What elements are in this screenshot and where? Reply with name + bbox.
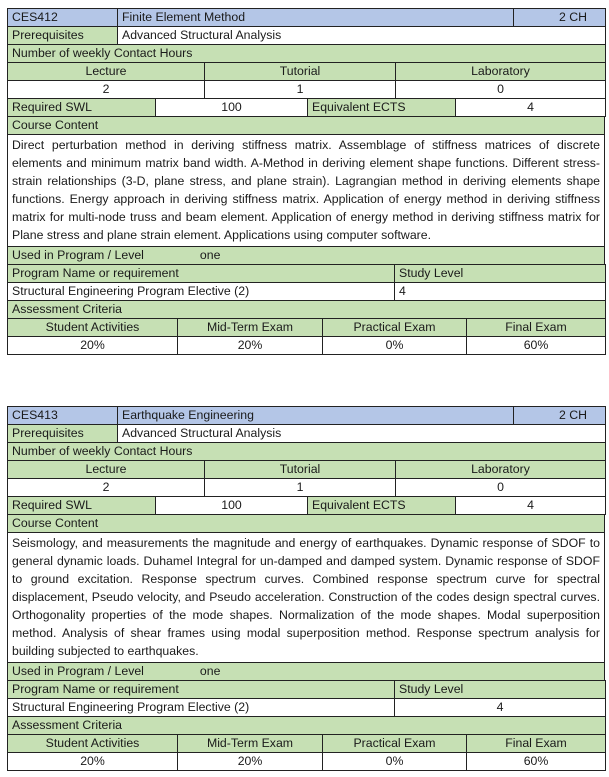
course-code: CES413: [8, 407, 118, 425]
used-in-program-level: one: [199, 248, 221, 262]
tutorial-label: Tutorial: [205, 461, 396, 479]
course-card-ces412: [7, 8, 605, 355]
used-in-program-level: one: [199, 664, 221, 678]
used-in-program-label: Used in Program / Level: [12, 664, 144, 678]
lecture-label: Lecture: [8, 63, 205, 81]
required-swl-value: 100: [156, 497, 308, 515]
required-swl-label: Required SWL: [8, 497, 156, 515]
tutorial-label: Tutorial: [205, 63, 396, 81]
contact-hours-table: [7, 460, 606, 497]
required-swl-label: Required SWL: [8, 99, 156, 117]
course-code: CES412: [8, 9, 118, 27]
final-exam-value: 60%: [467, 337, 606, 355]
program-name-label: Program Name or requirement: [8, 681, 395, 699]
midterm-exam-label: Mid-Term Exam: [178, 319, 323, 337]
course-title: Earthquake Engineering: [118, 407, 514, 425]
assessment-table: [7, 318, 606, 355]
laboratory-value: 0: [396, 81, 606, 99]
used-in-program-row: [8, 663, 605, 681]
content-table: [7, 514, 605, 681]
laboratory-label: Laboratory: [396, 461, 606, 479]
workload-table: [7, 496, 606, 515]
course-title: Finite Element Method: [118, 9, 514, 27]
used-in-program-label: Used in Program / Level: [12, 248, 144, 262]
lecture-value: 2: [8, 81, 205, 99]
required-swl-value: 100: [156, 99, 308, 117]
used-in-program-row: [8, 247, 605, 265]
laboratory-value: 0: [396, 479, 606, 497]
prerequisites-label: Prerequisites: [8, 425, 118, 443]
equivalent-ects-value: 4: [456, 497, 606, 515]
midterm-exam-value: 20%: [178, 753, 323, 771]
tutorial-value: 1: [205, 479, 396, 497]
program-name-label: Program Name or requirement: [8, 265, 395, 283]
student-activities-value: 20%: [8, 753, 178, 771]
course-content-label: Course Content: [8, 117, 605, 135]
lecture-value: 2: [8, 479, 205, 497]
study-level-label: Study Level: [395, 265, 606, 283]
student-activities-value: 20%: [8, 337, 178, 355]
assessment-criteria-label: Assessment Criteria: [8, 717, 606, 735]
program-table: [7, 680, 606, 735]
assessment-criteria-label: Assessment Criteria: [8, 301, 606, 319]
practical-exam-label: Practical Exam: [323, 319, 467, 337]
midterm-exam-label: Mid-Term Exam: [178, 735, 323, 753]
practical-exam-value: 0%: [323, 337, 467, 355]
student-activities-label: Student Activities: [8, 735, 178, 753]
content-table: [7, 116, 605, 265]
equivalent-ects-value: 4: [456, 99, 606, 117]
midterm-exam-value: 20%: [178, 337, 323, 355]
study-level-value: 4: [395, 699, 606, 717]
practical-exam-label: Practical Exam: [323, 735, 467, 753]
course-header-table: [7, 406, 606, 461]
program-name-value: Structural Engineering Program Elective (2): [8, 699, 395, 717]
course-header-table: [7, 8, 606, 63]
contact-hours-label: Number of weekly Contact Hours: [8, 45, 606, 63]
equivalent-ects-label: Equivalent ECTS: [308, 99, 456, 117]
final-exam-label: Final Exam: [467, 319, 606, 337]
prerequisites-value: Advanced Structural Analysis: [118, 425, 606, 443]
contact-hours-label: Number of weekly Contact Hours: [8, 443, 606, 461]
final-exam-value: 60%: [467, 753, 606, 771]
contact-hours-table: [7, 62, 606, 99]
tutorial-value: 1: [205, 81, 396, 99]
workload-table: [7, 98, 606, 117]
laboratory-label: Laboratory: [396, 63, 606, 81]
assessment-table: [7, 734, 606, 771]
equivalent-ects-label: Equivalent ECTS: [308, 497, 456, 515]
study-level-value: 4: [395, 283, 606, 301]
study-level-label: Study Level: [395, 681, 606, 699]
course-content-label: Course Content: [8, 515, 605, 533]
program-name-value: Structural Engineering Program Elective (2): [8, 283, 395, 301]
prerequisites-label: Prerequisites: [8, 27, 118, 45]
student-activities-label: Student Activities: [8, 319, 178, 337]
credit-hours: 2 CH: [514, 9, 606, 27]
course-card-ces413: [7, 406, 605, 771]
final-exam-label: Final Exam: [467, 735, 606, 753]
course-content-text: Direct perturbation method in deriving stiffness matrix. Assemblage of stiffness matrices of discrete elements and minimum matrix band width. A-Method in deriving element shape functions. Different stress-strain relationships (3-D, plane stress, and plane strain). Lagrangian method in deriving elements shape functions. Energy approach in deriving stiffness matrix. Application of energy method in deriving stiffness matrix for multi-node truss and beam element. Application of energy method in deriving stiffness matrix for Plane stress and plane strain element. Applications using computer software.: [8, 135, 605, 247]
program-table: [7, 264, 606, 319]
prerequisites-value: Advanced Structural Analysis: [118, 27, 606, 45]
course-content-text: Seismology, and measurements the magnitude and energy of earthquakes. Dynamic response of SDOF to general dynamic loads. Duhamel Integral for un-damped and damped system. Dynamic response of SDOF to ground excitation. Response spectrum curves. Combined response spectrum curve for spectral displacement, Pseudo velocity, and Pseudo acceleration. Construction of the codes design spectral curves. Orthogonality properties of the mode shapes. Normalization of the mode shapes. Modal superposition method. Analysis of shear frames using modal superposition method. Response spectrum analysis for building subjected to earthquakes.: [8, 533, 605, 663]
lecture-label: Lecture: [8, 461, 205, 479]
practical-exam-value: 0%: [323, 753, 467, 771]
credit-hours: 2 CH: [514, 407, 606, 425]
